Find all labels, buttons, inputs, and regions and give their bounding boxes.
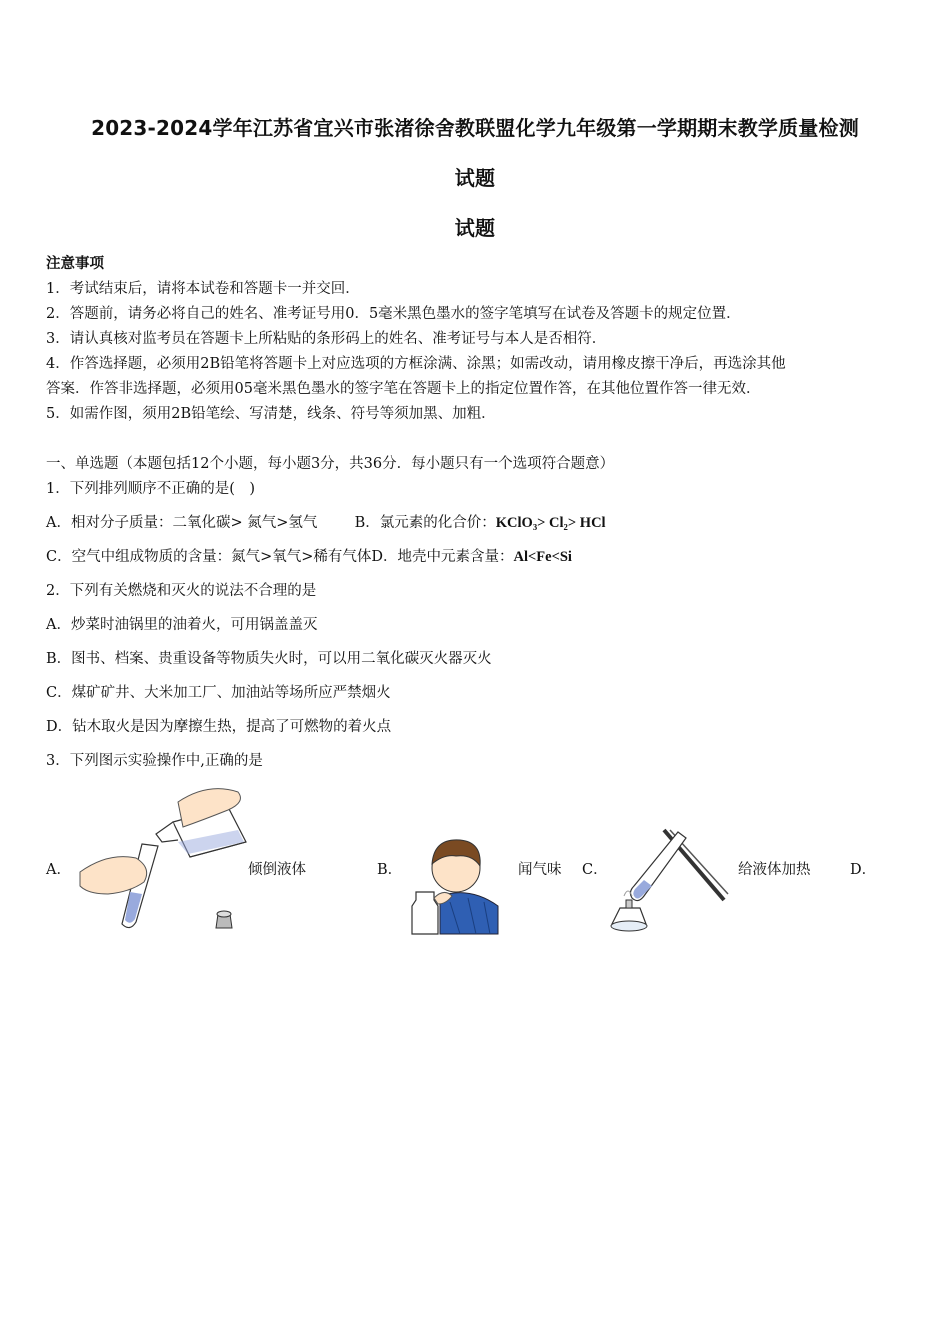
notice-item-4: 4．作答选择题，必须用2B铅笔将答题卡上对应选项的方框涂满、涂黑；如需改动，请用橡皮擦干净后，再选涂其他 [46, 356, 786, 372]
q1-option-d-formula: Al<Fe<Si [513, 549, 572, 565]
pouring-liquid-illustration [78, 782, 248, 934]
q1-option-a: A．相对分子质量：二氧化碳> 氮气>氢气 [46, 515, 318, 531]
q3-option-a-letter: A． [46, 862, 71, 878]
q3-option-b-letter: B． [377, 862, 403, 878]
q1-option-d-label: D．地壳中元素含量： [371, 549, 514, 565]
q2-option-d: D．钻木取火是因为摩擦生热，提高了可燃物的着火点 [46, 719, 392, 735]
q3-option-d-letter: D． [850, 862, 877, 878]
q2-option-b: B．图书、档案、贵重设备等物质失火时，可以用二氧化碳灭火器灭火 [46, 651, 492, 667]
heating-liquid-illustration [606, 824, 730, 936]
q3-option-a-caption: 倾倒液体 [248, 862, 306, 878]
smelling-illustration [410, 826, 502, 936]
section-heading: 一、单选题（本题包括12个小题，每小题3分，共36分．每小题只有一个选项符合题意） [46, 456, 615, 472]
q3-option-c-letter: C． [582, 862, 608, 878]
q3-option-c-caption: 给液体加热 [738, 862, 811, 878]
notice-item-2: 2．答题前，请务必将自己的姓名、准考证号用0．5毫米黑色墨水的签字笔填写在试卷及答题卡的规定位置． [46, 306, 741, 322]
q1-option-b-label: B．氯元素的化合价： [354, 515, 496, 531]
q1-option-c: C．空气中组成物质的含量：氮气>氧气>稀有气体 [46, 549, 372, 565]
q2-option-c: C．煤矿矿井、大米加工厂、加油站等场所应严禁烟火 [46, 685, 391, 701]
notice-item-1: 1．考试结束后，请将本试卷和答题卡一并交回． [46, 281, 360, 297]
exam-subtitle: 试题 [454, 216, 496, 240]
notice-item-3: 3．请认真核对监考员在答题卡上所粘贴的条形码上的姓名、准考证号与本人是否相符． [46, 331, 607, 347]
q2-option-a: A．炒菜时油锅里的油着火，可用锅盖盖灭 [46, 617, 318, 633]
q1-option-b-formula: KClO₃> Cl₂> HCl [495, 515, 606, 531]
question-1-options-ab [46, 511, 606, 532]
question-3-stem: 3．下列图示实验操作中,正确的是 [46, 753, 263, 769]
q3-option-b-caption: 闻气味 [518, 862, 562, 878]
question-1-stem: 1．下列排列顺序不正确的是( ) [46, 481, 256, 497]
exam-title: 2023-2024学年江苏省宜兴市张渚徐舍教联盟化学九年级第一学期期末教学质量检测 [91, 116, 859, 140]
question-2-stem: 2．下列有关燃烧和灭火的说法不合理的是 [46, 583, 317, 599]
notice-item-4-cont: 答案．作答非选择题，必须用05毫米黑色墨水的签字笔在答题卡上的指定位置作答，在其他位置作答一律无效． [46, 381, 761, 397]
notice-item-5: 5．如需作图，须用2B铅笔绘、写清楚，线条、符号等须加黑、加粗． [46, 406, 496, 422]
q1-option-d [371, 549, 572, 565]
exam-title-line2: 试题 [454, 166, 496, 190]
q1-option-b [355, 515, 606, 531]
notice-heading: 注意事项 [46, 255, 104, 272]
question-1-options-cd [46, 545, 572, 566]
